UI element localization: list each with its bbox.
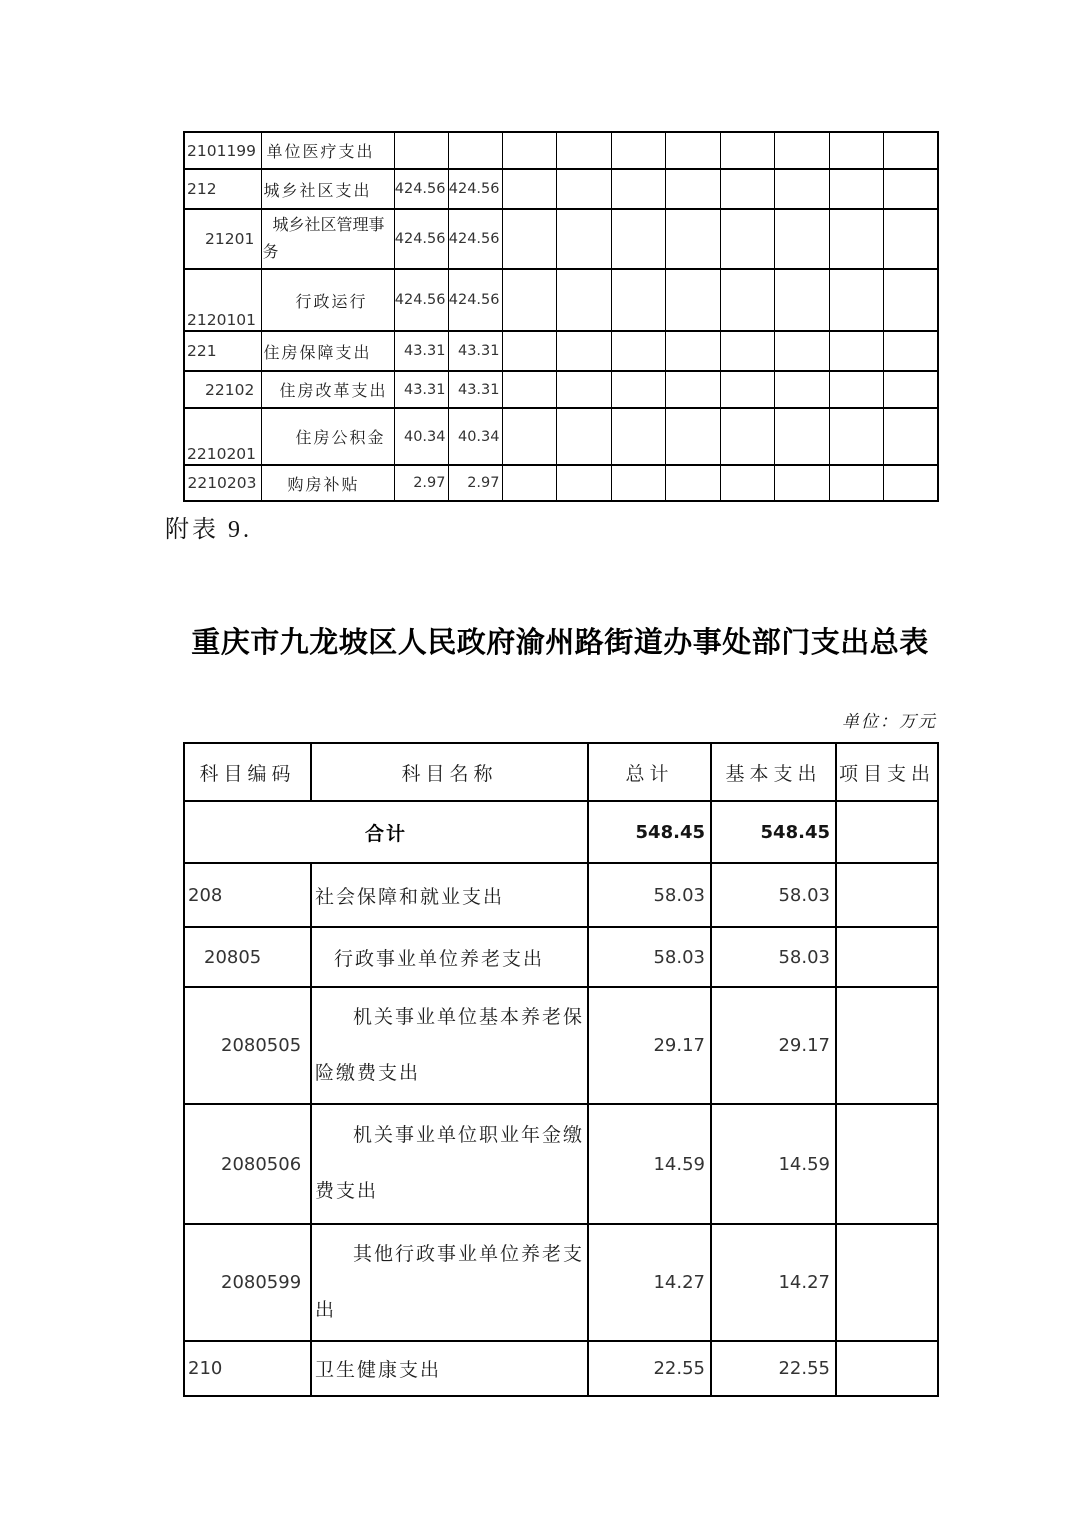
empty-cell bbox=[502, 169, 557, 209]
table-row bbox=[184, 1104, 938, 1224]
empty-cell bbox=[611, 331, 666, 371]
empty-cell bbox=[611, 209, 666, 269]
empty-cell bbox=[666, 371, 721, 408]
total-value: 58.03 bbox=[588, 863, 711, 927]
table-row bbox=[184, 863, 938, 927]
expenditure-continuation-table bbox=[183, 131, 939, 502]
empty-cell bbox=[775, 269, 830, 331]
total-value bbox=[394, 132, 448, 169]
empty-cell bbox=[502, 465, 557, 501]
subject-code: 2210201 bbox=[184, 408, 261, 465]
subject-name: 行政运行 bbox=[261, 269, 394, 331]
subject-name: 机关事业单位职业年金缴费支出 bbox=[311, 1104, 588, 1224]
total-value: 14.27 bbox=[588, 1224, 711, 1341]
empty-cell bbox=[829, 132, 884, 169]
empty-cell bbox=[720, 169, 775, 209]
basic-value: 43.31 bbox=[448, 371, 502, 408]
empty-cell bbox=[502, 371, 557, 408]
empty-cell bbox=[775, 169, 830, 209]
subject-name: 住房保障支出 bbox=[261, 331, 394, 371]
table-row bbox=[184, 927, 938, 987]
total-value: 2.97 bbox=[394, 465, 448, 501]
total-value: 40.34 bbox=[394, 408, 448, 465]
total-value: 43.31 bbox=[394, 331, 448, 371]
basic-value: 2.97 bbox=[448, 465, 502, 501]
subject-code: 2080599 bbox=[184, 1224, 311, 1341]
total-value: 424.56 bbox=[394, 169, 448, 209]
project-value bbox=[836, 1104, 938, 1224]
empty-cell bbox=[884, 209, 939, 269]
basic-value: 14.27 bbox=[711, 1224, 836, 1341]
empty-cell bbox=[666, 408, 721, 465]
empty-cell bbox=[502, 132, 557, 169]
subject-name: 城乡社区管理事务 bbox=[261, 209, 394, 269]
empty-cell bbox=[720, 269, 775, 331]
empty-cell bbox=[666, 132, 721, 169]
empty-cell bbox=[775, 371, 830, 408]
subject-name: 社会保障和就业支出 bbox=[311, 863, 588, 927]
table-row bbox=[184, 331, 938, 371]
table-row bbox=[184, 465, 938, 501]
empty-cell bbox=[502, 408, 557, 465]
subject-name: 行政事业单位养老支出 bbox=[311, 927, 588, 987]
empty-cell bbox=[720, 408, 775, 465]
empty-cell bbox=[611, 408, 666, 465]
total-value: 58.03 bbox=[588, 927, 711, 987]
subject-code: 208 bbox=[184, 863, 311, 927]
total-value: 14.59 bbox=[588, 1104, 711, 1224]
empty-cell bbox=[557, 331, 612, 371]
subject-code: 22102 bbox=[184, 371, 261, 408]
col-header-project: 项目支出 bbox=[836, 743, 938, 801]
empty-cell bbox=[884, 465, 939, 501]
empty-cell bbox=[611, 465, 666, 501]
total-row bbox=[184, 801, 938, 863]
basic-value: 29.17 bbox=[711, 987, 836, 1104]
col-header-code: 科目编码 bbox=[184, 743, 311, 801]
unit-note: 单位：万元 bbox=[842, 712, 937, 731]
empty-cell bbox=[557, 465, 612, 501]
subject-code: 221 bbox=[184, 331, 261, 371]
subject-code: 210 bbox=[184, 1341, 311, 1396]
empty-cell bbox=[720, 132, 775, 169]
empty-cell bbox=[502, 331, 557, 371]
table-row bbox=[184, 169, 938, 209]
empty-cell bbox=[775, 331, 830, 371]
basic-value: 58.03 bbox=[711, 863, 836, 927]
empty-cell bbox=[884, 371, 939, 408]
empty-cell bbox=[666, 331, 721, 371]
total-value: 43.31 bbox=[394, 371, 448, 408]
empty-cell bbox=[611, 132, 666, 169]
table-row bbox=[184, 987, 938, 1104]
empty-cell bbox=[829, 465, 884, 501]
col-header-total: 总计 bbox=[588, 743, 711, 801]
subject-name: 单位医疗支出 bbox=[261, 132, 394, 169]
empty-cell bbox=[884, 132, 939, 169]
empty-cell bbox=[720, 465, 775, 501]
empty-cell bbox=[829, 269, 884, 331]
expenditure-summary-table bbox=[183, 742, 939, 1397]
empty-cell bbox=[557, 269, 612, 331]
empty-cell bbox=[502, 209, 557, 269]
empty-cell bbox=[611, 269, 666, 331]
empty-cell bbox=[884, 331, 939, 371]
empty-cell bbox=[829, 209, 884, 269]
empty-cell bbox=[720, 209, 775, 269]
empty-cell bbox=[829, 371, 884, 408]
total-value: 424.56 bbox=[394, 209, 448, 269]
basic-value: 40.34 bbox=[448, 408, 502, 465]
subject-name: 机关事业单位基本养老保险缴费支出 bbox=[311, 987, 588, 1104]
total-value: 548.45 bbox=[588, 801, 711, 863]
table-row bbox=[184, 1341, 938, 1396]
header-row bbox=[184, 743, 938, 801]
subject-name: 住房改革支出 bbox=[261, 371, 394, 408]
empty-cell bbox=[829, 408, 884, 465]
page-title: 重庆市九龙坡区人民政府渝州路街道办事处部门支出总表 bbox=[191, 627, 929, 659]
subject-name: 城乡社区支出 bbox=[261, 169, 394, 209]
subject-name: 卫生健康支出 bbox=[311, 1341, 588, 1396]
project-value bbox=[836, 1224, 938, 1341]
empty-cell bbox=[611, 169, 666, 209]
table-row bbox=[184, 209, 938, 269]
project-value bbox=[836, 863, 938, 927]
subject-code: 21201 bbox=[184, 209, 261, 269]
basic-value: 22.55 bbox=[711, 1341, 836, 1396]
subject-code: 212 bbox=[184, 169, 261, 209]
empty-cell bbox=[557, 209, 612, 269]
empty-cell bbox=[775, 209, 830, 269]
subject-code: 2101199 bbox=[184, 132, 261, 169]
col-header-name: 科目名称 bbox=[311, 743, 588, 801]
empty-cell bbox=[557, 169, 612, 209]
basic-value bbox=[448, 132, 502, 169]
col-header-basic: 基本支出 bbox=[711, 743, 836, 801]
basic-value: 424.56 bbox=[448, 269, 502, 331]
table-row bbox=[184, 1224, 938, 1341]
empty-cell bbox=[557, 132, 612, 169]
subject-name: 其他行政事业单位养老支出 bbox=[311, 1224, 588, 1341]
project-value bbox=[836, 927, 938, 987]
table-row bbox=[184, 408, 938, 465]
empty-cell bbox=[829, 169, 884, 209]
subject-code: 2080505 bbox=[184, 987, 311, 1104]
empty-cell bbox=[611, 371, 666, 408]
subject-name: 住房公积金 bbox=[261, 408, 394, 465]
empty-cell bbox=[557, 408, 612, 465]
subject-name: 购房补贴 bbox=[261, 465, 394, 501]
table-row bbox=[184, 371, 938, 408]
subject-code: 2080506 bbox=[184, 1104, 311, 1224]
empty-cell bbox=[666, 269, 721, 331]
table-row bbox=[184, 132, 938, 169]
project-value bbox=[836, 1341, 938, 1396]
project-value bbox=[836, 801, 938, 863]
empty-cell bbox=[557, 371, 612, 408]
empty-cell bbox=[829, 331, 884, 371]
basic-value: 58.03 bbox=[711, 927, 836, 987]
empty-cell bbox=[666, 169, 721, 209]
empty-cell bbox=[884, 408, 939, 465]
empty-cell bbox=[502, 269, 557, 331]
empty-cell bbox=[775, 465, 830, 501]
empty-cell bbox=[884, 169, 939, 209]
basic-value: 424.56 bbox=[448, 169, 502, 209]
total-value: 22.55 bbox=[588, 1341, 711, 1396]
empty-cell bbox=[720, 331, 775, 371]
empty-cell bbox=[666, 209, 721, 269]
project-value bbox=[836, 987, 938, 1104]
total-label: 合计 bbox=[184, 801, 588, 863]
basic-value: 14.59 bbox=[711, 1104, 836, 1224]
basic-value: 43.31 bbox=[448, 331, 502, 371]
total-value: 29.17 bbox=[588, 987, 711, 1104]
basic-value: 548.45 bbox=[711, 801, 836, 863]
subject-code: 2120101 bbox=[184, 269, 261, 331]
empty-cell bbox=[884, 269, 939, 331]
basic-value: 424.56 bbox=[448, 209, 502, 269]
subject-code: 20805 bbox=[184, 927, 311, 987]
empty-cell bbox=[775, 408, 830, 465]
subject-code: 2210203 bbox=[184, 465, 261, 501]
empty-cell bbox=[720, 371, 775, 408]
table-row bbox=[184, 269, 938, 331]
empty-cell bbox=[666, 465, 721, 501]
total-value: 424.56 bbox=[394, 269, 448, 331]
appendix-label: 附表 9. bbox=[165, 517, 252, 543]
empty-cell bbox=[775, 132, 830, 169]
